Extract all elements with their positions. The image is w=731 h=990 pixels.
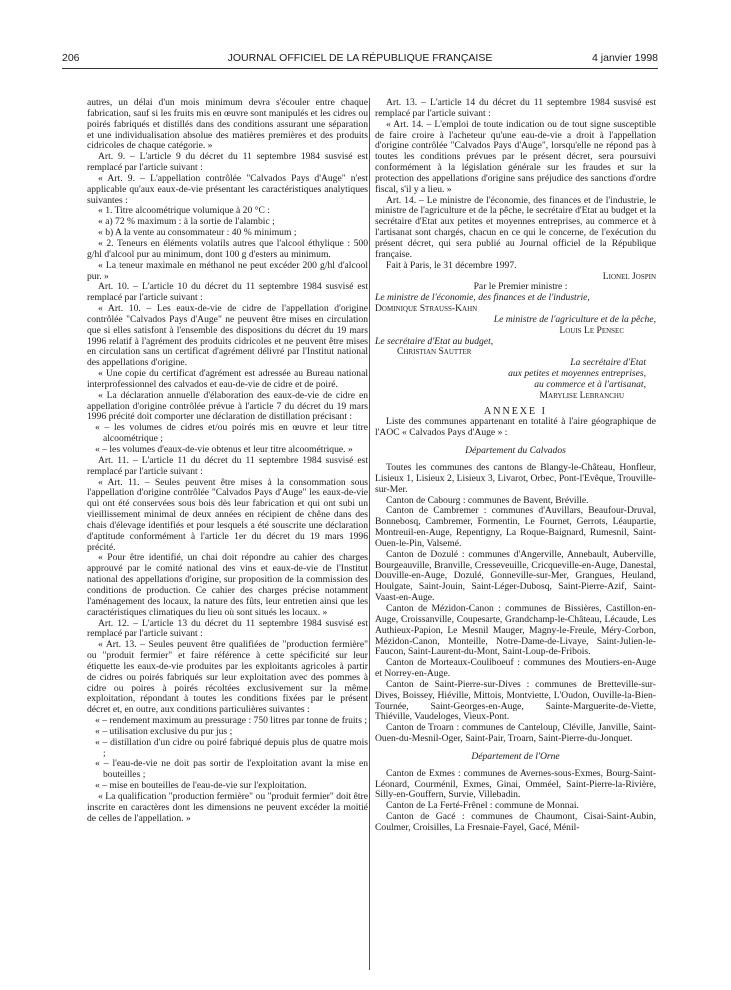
paragraph: Art. 10. – L'article 10 du décret du 11 septembre 1984 susvisé est remplacé par l'article suivant : <box>87 281 368 304</box>
paragraph: Art. 11. – L'article 11 du décret du 11 septembre 1984 susvisé est remplacé par l'article suivant : <box>87 454 368 477</box>
header-rule <box>62 68 658 69</box>
paragraph: « Art. 13. – Seules peuvent être qualifiées de "production fermière" ou "produit fermier" et faire référence à cette spécificité sur leur étiquette les eaux-de-vie produites par les exploitants agricoles à partir de cidres ou poirés fabriqués sur leur exploitation avec des pommes à cidre ou poires à poirés récoltées exclusivement sur la même exploitation, répondant à toutes les conditions fixées par le présent décret et, en outre, aux conditions particulières suivantes : <box>87 639 368 716</box>
paragraph: Art. 9. – L'article 9 du décret du 11 septembre 1984 susvisé est remplacé par l'article suivant : <box>87 151 368 174</box>
signatory-name: Dominique Strauss-Kahn <box>375 303 478 315</box>
canton-entry: Canton de Morteaux-Couliboeuf : communes des Moutiers-en-Auge et Norrey-en-Auge. <box>375 657 656 680</box>
page-number: 206 <box>62 52 80 64</box>
signature-role: Le ministre de l'agriculture et de la pêche, <box>493 313 656 325</box>
paragraph: « 2. Teneurs en éléments volatils autres que l'alcool éthylique : 500 g/hl d'alcool pur au minimum, dont 100 g d'esters au minimum. <box>87 237 368 260</box>
signature-role: La secrétaire d'Etat <box>570 357 646 369</box>
paragraph: « 1. Titre alcoométrique volumique à 20 °C : <box>98 205 270 217</box>
list-item: « – distillation d'un cidre ou poiré fabriqué depuis plus de quatre mois ; <box>95 736 368 759</box>
signatory-prime-minister: Lionel Jospin <box>602 270 656 282</box>
list-item: « – l'eau-de-vie ne doit pas sortir de l'exploitation avant la mise en bouteilles ; <box>95 758 368 781</box>
paragraph: Art. 13. – L'article 14 du décret du 11 septembre 1984 susvisé est remplacé par l'article suivant : <box>375 97 656 119</box>
canton-entry: Canton de Cabourg : communes de Bavent, Bréville. <box>386 494 589 506</box>
signature-by-line: Par le Premier ministre : <box>473 281 568 293</box>
department-heading: Département de l'Orne <box>471 750 560 762</box>
paragraph: Art. 12. – L'article 13 du décret du 11 septembre 1984 susvisé est remplacé par l'article suivant : <box>87 617 368 640</box>
paragraph: autres, un délai d'un mois minimum devra s'écouler entre chaque fabrication, sauf si les fruits mis en œuvre sont manipulés et les cidres ou poirés fabriqués et distillés dans des conditions assurant une séparation et une individualisation absolue des matières premières et des produits cidricoles de chaque catégorie. » <box>87 97 368 152</box>
list-item: « – rendement maximum au pressurage : 750 litres par tonne de fruits ; <box>95 715 368 727</box>
canton-entry: Canton de Exmes : communes de Avernes-sous-Exmes, Bourg-Saint-Léonard, Courménil, Exmes, Ginai, Omméel, Saint-Pierre-la-Rivière, Silly-en-Gouffern, Survie, Villebadin. <box>375 767 656 801</box>
page-header <box>62 52 658 68</box>
canton-entry: Toutes les communes des cantons de Blangy-le-Château, Honfleur, Lisieux 1, Lisieux 2, Lisieux 3, Livarot, Orbec, Pont-l'Evêque, Trouville-sur-Mer. <box>375 462 656 495</box>
canton-entry: Canton de Mézidon-Canon : communes de Bissières, Castillon-en-Auge, Croissanville, Coupesarte, Grandchamp-le-Château, Lécaude, Les Authieux-Papion, Le Mesnil Mauger, Magny-le-Freule, Méry-Corbon, Mézidon-Canon, Monteille, Notre-Dame-de-Livaye, Saint-Julien-le-Faucon, Saint-Laurent-du-Mont, Saint-Loup-de-Fribois. <box>375 602 656 658</box>
left-column <box>87 98 368 825</box>
paragraph: « Art. 14. – L'emploi de toute indication ou de tout signe susceptible de faire croire à l'acheteur qu'une eau-de-vie a droit à l'appellation d'origine contrôlée "Calvados Pays d'Auge", lorsqu'elle ne répond pas à toutes les conditions prévues par le présent décret, sera poursuivi conformément à la législation générale sur les fraudes et sur la protection des appellations d'origine sans préjudice des sanctions d'ordre fiscal, s'il y a lieu. » <box>375 118 656 195</box>
signature-role: aux petites et moyennes entreprises, <box>508 368 646 380</box>
annex-title: ANNEXE I <box>484 405 547 417</box>
column-divider <box>369 98 370 970</box>
paragraph: « a) 72 % maximum : à la sortie de l'alambic ; <box>98 216 275 228</box>
signature-role: au commerce et à l'artisanat, <box>534 378 646 390</box>
signatory-name: Marylise Lebranchu <box>539 389 624 401</box>
signature-role: Le ministre de l'économie, des finances et de l'industrie, <box>375 292 590 304</box>
canton-entry: Canton de Dozulé : communes d'Angerville, Annebault, Auberville, Bourgeauville, Branville, Cresseveuille, Cricqueville-en-Auge, Danestal, Douville-en-Auge, Dozulé, Gonneville-sur-Mer, Grangues, Heuland, Houlgate, Saint-Jouin, Saint-Léger-Dubosq, Saint-Pierre-Azif, Saint-Vaast-en-Auge. <box>375 548 656 604</box>
list-item: « – utilisation exclusive du pur jus ; <box>95 725 233 737</box>
paragraph: « Art. 11. – Seules peuvent être mises à la consommation sous l'appellation d'origine contrôlée "Calvados Pays d'Auge" les eaux-de-vie qui ont été conservées sous bois dès leur fabrication et qui ont subi un vieillissement minimal de deux années en récipient de chêne dans des chais d'élevage identifiés et pour lesquels a été souscrite une déclaration d'aptitude conformément à l'article 1er du décret du 19 mars 1996 précité. <box>87 476 368 553</box>
paragraph: « b) A la vente au consommateur : 40 % minimum ; <box>98 227 297 239</box>
paragraph: « La qualification "production fermière" ou "produit fermier" doit être inscrite en caractères dont les dimensions ne peuvent excéder la moitié de celles de l'appellation. » <box>87 791 368 824</box>
paragraph: « Art. 9. – L'appellation contrôlée "Calvados Pays d'Auge" n'est applicable qu'aux eaux-de-vie présentant les caractéristiques analytiques suivantes : <box>87 172 368 206</box>
issue-date: 4 janvier 1998 <box>592 52 658 64</box>
canton-entry: Canton de Saint-Pierre-sur-Dives : communes de Bretteville-sur-Dives, Boissey, Hiéville, Mittois, Montviette, L'Oudon, Ouville-la-Bien-Tournée, Saint-Georges-en-Auge, Sainte-Marguerite-de-Viette, Thiéville, Vaudeloges, Vieux-Pont. <box>375 678 656 723</box>
list-item: « – mise en bouteilles de l'eau-de-vie sur l'exploitation. <box>95 780 307 792</box>
right-column <box>375 98 656 834</box>
canton-entry: Canton de Gacé : communes de Chaumont, Cisai-Saint-Aubin, Coulmer, Croisilles, La Fresnaie-Fayel, Gacé, Ménil- <box>375 811 656 833</box>
signatory-name: Louis Le Pensec <box>559 324 624 336</box>
paragraph: « Une copie du certificat d'agrément est adressée au Bureau national interprofessionnel des calvados et eau-de-vie de cidre et de poiré. <box>87 368 368 390</box>
list-item: « – les volumes de cidres et/ou poirés mis en œuvre et leur titre alcoométrique ; <box>95 422 368 445</box>
paragraph: Fait à Paris, le 31 décembre 1997. <box>386 259 517 271</box>
journal-title: JOURNAL OFFICIEL DE LA RÉPUBLIQUE FRANÇAISE <box>227 52 493 64</box>
canton-entry: Canton de Troarn : communes de Canteloup, Cléville, Janville, Saint-Ouen-du-Mesnil-Oger, Saint-Pair, Troarn, Saint-Pierre-du-Jonquet. <box>375 722 656 745</box>
signature-role: Le secrétaire d'Etat au budget, <box>375 335 494 347</box>
paragraph: « Pour être identifié, un chai doit répondre au cahier des charges approuvé par le comité national des vins et eaux-de-vie de l'Institut national des appellations d'origine, sur proposition de la commission des conditions de production. Ce cahier des charges précise notamment l'aménagement des locaux, la nature des fûts, leur entretien ainsi que les caractéristiques climatiques du lieu où sont situés les locaux. » <box>87 552 368 618</box>
paragraph: Art. 14. – Le ministre de l'économie, des finances et de l'industrie, le ministre de l'agriculture et de la pêche, le secrétaire d'Etat au budget et la secrétaire d'Etat aux petites et moyennes entreprises, au commerce et à l'artisanat sont chargés, chacun en ce qui le concerne, de l'exécution du présent décret, qui sera publié au Journal officiel de la République française. <box>375 194 656 260</box>
annex-intro: Liste des communes appartenant en totalité à l'aire géographique de l'AOC « Calvados Pays d'Auge » : <box>375 416 656 439</box>
department-heading: Département du Calvados <box>465 445 566 457</box>
signatory-name: Christian Sautter <box>397 346 472 358</box>
paragraph: « La déclaration annuelle d'élaboration des eaux-de-vie de cidre en appellation d'origine contrôlée prévue à l'article 7 du décret du 19 mars 1996 précité doit comporter une déclaration de distillation précisant : <box>87 389 368 423</box>
list-item: « – les volumes d'eaux-de-vie obtenus et leur titre alcoométrique. » <box>95 444 353 455</box>
canton-entry: Canton de La Ferté-Frênel : commune de Monnai. <box>386 800 579 812</box>
paragraph: « La teneur maximale en méthanol ne peut excéder 200 g/hl d'alcool pur. » <box>87 259 368 282</box>
canton-entry: Canton de Cambremer : communes d'Auvillars, Beaufour-Druval, Bonnebosq, Cambremer, Formentin, Le Fournet, Gerrots, Léaupartie, Montreuil-en-Auge, Repentigny, La Roque-Baignard, Rumesnil, Saint-Ouen-le-Pin, Valsemé. <box>375 505 656 549</box>
paragraph: « Art. 10. – Les eaux-de-vie de cidre de l'appellation d'origine contrôlée "Calvados Pays d'Auge" ne peuvent être mises en circulation que si elles satisfont à l'ensemble des dispositions du décret du 19 mars 1996 relatif à l'agrément des produits cidricoles et ne peuvent être mises en circulation sans un certificat d'agrément délivré par l'Institut national des appellations d'origine. <box>87 303 368 369</box>
